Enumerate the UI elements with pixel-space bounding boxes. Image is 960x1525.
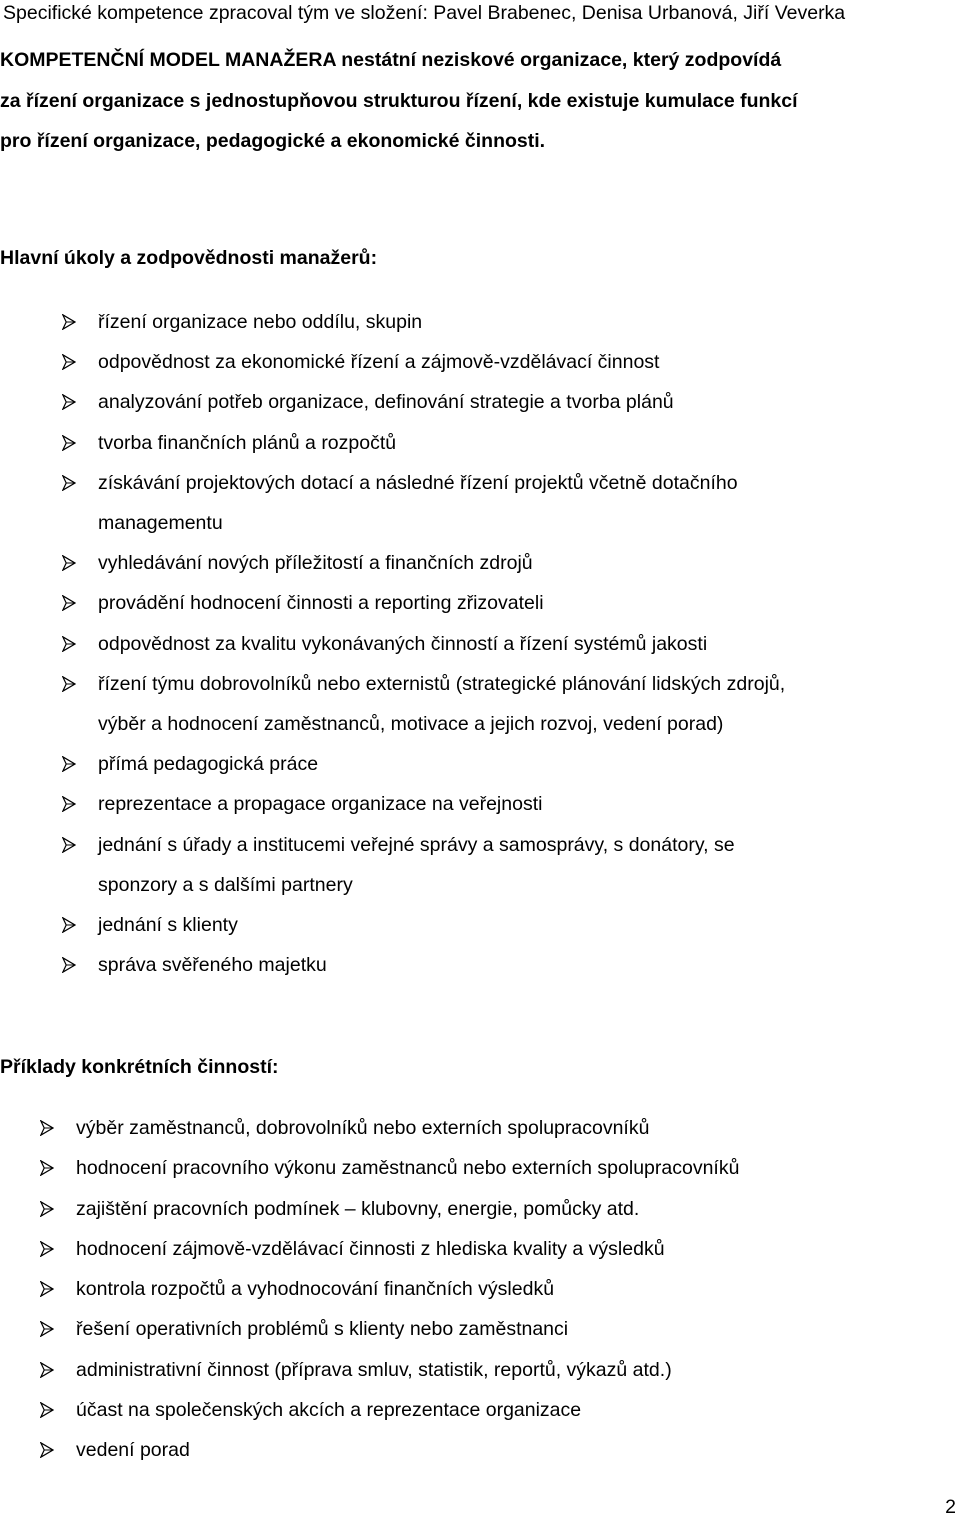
arrow-bullet-icon — [62, 945, 76, 985]
arrow-bullet-icon — [40, 1108, 54, 1148]
arrow-bullet-icon — [40, 1229, 54, 1269]
list-item: přímá pedagogická práce — [0, 744, 785, 784]
list-item: výběr zaměstnanců, dobrovolníků nebo externích spolupracovníků — [0, 1108, 739, 1148]
list-item: vedení porad — [0, 1430, 739, 1470]
list-item: administrativní činnost (příprava smluv, statistik, reportů, výkazů atd.) — [0, 1350, 739, 1390]
arrow-bullet-icon — [62, 382, 76, 422]
section-heading-examples: Příklady konkrétních činností: — [0, 1056, 279, 1078]
arrow-bullet-icon — [62, 583, 76, 623]
arrow-bullet-icon — [62, 825, 76, 865]
title-line: KOMPETENČNÍ MODEL MANAŽERA nestátní neziskové organizace, který zodpovídá — [0, 49, 782, 71]
list-item: jednání s klienty — [0, 905, 785, 945]
arrow-bullet-icon — [62, 543, 76, 583]
arrow-bullet-icon — [62, 624, 76, 664]
list-item: správa svěřeného majetku — [0, 945, 785, 985]
arrow-bullet-icon — [40, 1430, 54, 1470]
arrow-bullet-icon — [40, 1309, 54, 1349]
list-item: odpovědnost za kvalitu vykonávaných činností a řízení systémů jakosti — [0, 624, 785, 664]
arrow-bullet-icon — [40, 1148, 54, 1188]
list-item: hodnocení pracovního výkonu zaměstnanců nebo externích spolupracovníků — [0, 1148, 739, 1188]
arrow-bullet-icon — [62, 905, 76, 945]
list-item: hodnocení zájmově-vzdělávací činnosti z hlediska kvality a výsledků — [0, 1229, 739, 1269]
list-item-continuation: výběr a hodnocení zaměstnanců, motivace a jejich rozvoj, vedení porad) — [98, 713, 724, 736]
arrow-bullet-icon — [62, 423, 76, 463]
arrow-bullet-icon — [40, 1390, 54, 1430]
list-item-continuation: sponzory a s dalšími partnery — [98, 873, 353, 896]
arrow-bullet-icon — [62, 784, 76, 824]
page-header: Specifické kompetence zpracoval tým ve složení: Pavel Brabenec, Denisa Urbanová, Jiří Veverka — [0, 0, 960, 26]
list-item: jednání s úřady a institucemi veřejné správy a samosprávy, s donátory, se — [0, 825, 785, 865]
title-line: pro řízení organizace, pedagogické a ekonomické činnosti. — [0, 130, 546, 152]
page-number: 2 — [945, 1496, 956, 1518]
list-item: odpovědnost za ekonomické řízení a zájmově-vzdělávací činnost — [0, 342, 785, 382]
list-item: kontrola rozpočtů a vyhodnocování finančních výsledků — [0, 1269, 739, 1309]
arrow-bullet-icon — [62, 664, 76, 704]
responsibilities-list — [0, 302, 785, 985]
arrow-bullet-icon — [40, 1269, 54, 1309]
arrow-bullet-icon — [62, 463, 76, 503]
list-item: získávání projektových dotací a následné řízení projektů včetně dotačního — [0, 463, 785, 503]
list-item: provádění hodnocení činnosti a reporting zřizovateli — [0, 583, 785, 623]
list-item: reprezentace a propagace organizace na veřejnosti — [0, 784, 785, 824]
list-item: analyzování potřeb organizace, definování strategie a tvorba plánů — [0, 382, 785, 422]
list-item: řízení týmu dobrovolníků nebo externistů (strategické plánování lidských zdrojů, — [0, 664, 785, 704]
list-item: řešení operativních problémů s klienty nebo zaměstnanci — [0, 1309, 739, 1349]
arrow-bullet-icon — [62, 302, 76, 342]
arrow-bullet-icon — [62, 342, 76, 382]
list-item: vyhledávání nových příležitostí a finančních zdrojů — [0, 543, 785, 583]
section-heading-responsibilities: Hlavní úkoly a zodpovědnosti manažerů: — [0, 247, 378, 269]
title-line: za řízení organizace s jednostupňovou strukturou řízení, kde existuje kumulace funkcí — [0, 89, 798, 112]
list-item-continuation: managementu — [98, 512, 223, 535]
list-item: účast na společenských akcích a reprezentace organizace — [0, 1390, 739, 1430]
list-item: tvorba finančních plánů a rozpočtů — [0, 423, 785, 463]
arrow-bullet-icon — [40, 1350, 54, 1390]
list-item: řízení organizace nebo oddílu, skupin — [0, 302, 785, 342]
activities-list — [0, 1108, 739, 1471]
arrow-bullet-icon — [62, 744, 76, 784]
list-item: zajištění pracovních podmínek – klubovny, energie, pomůcky atd. — [0, 1189, 739, 1229]
arrow-bullet-icon — [40, 1189, 54, 1229]
document-title — [0, 40, 960, 162]
